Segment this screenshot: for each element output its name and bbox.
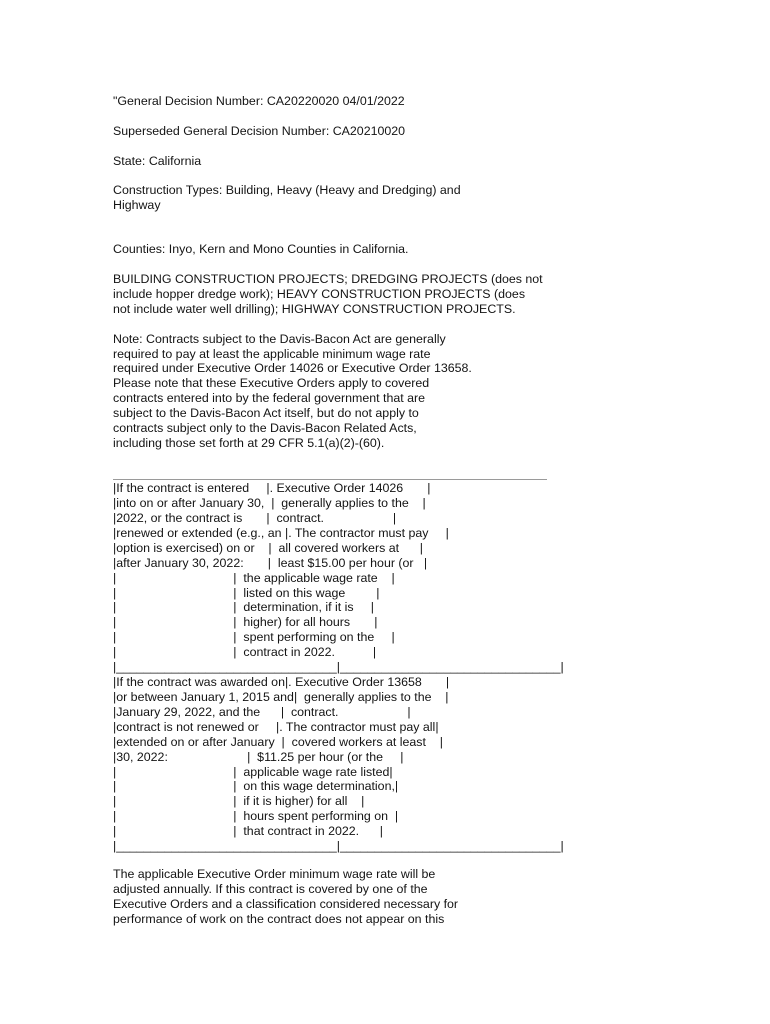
table-row: |If the contract was awarded on|. Executive Order 13658 | xyxy=(113,675,450,689)
table-row: | | if it is higher) for all | xyxy=(113,794,365,808)
table-row: | | the applicable wage rate | xyxy=(113,571,395,585)
table-row: | | applicable wage rate listed| xyxy=(113,765,393,779)
state: State: California xyxy=(113,154,202,168)
note-line-1: Note: Contracts subject to the Davis-Bacon Act are generally xyxy=(113,332,446,346)
table-row: |30, 2022: | $11.25 per hour (or the | xyxy=(113,750,404,764)
table-row: | | determination, if it is | xyxy=(113,600,374,614)
table-separator: |________________________________|________________________________| xyxy=(113,839,564,853)
closing-line-1: The applicable Executive Order minimum wage rate will be xyxy=(113,867,436,881)
table-row: |option is exercised) on or | all covered workers at | xyxy=(113,541,423,555)
table-row: |January 29, 2022, and the | contract. | xyxy=(113,705,411,719)
projects-line-3: not include water well drilling); HIGHWAY CONSTRUCTION PROJECTS. xyxy=(113,302,516,316)
table-row: |If the contract is entered |. Executive Order 14026 | xyxy=(113,481,431,495)
table-row: |2022, or the contract is | contract. | xyxy=(113,511,397,525)
closing-line-4: performance of work on the contract does not appear on this xyxy=(113,912,445,926)
note-line-4: Please note that these Executive Orders apply to covered xyxy=(113,376,430,390)
projects-line-1: BUILDING CONSTRUCTION PROJECTS; DREDGING PROJECTS (does not xyxy=(113,272,543,286)
table-row: | | on this wage determination,| xyxy=(113,779,399,793)
table-row: | | higher) for all hours | xyxy=(113,615,378,629)
note-line-6: subject to the Davis-Bacon Act itself, but do not apply to xyxy=(113,406,419,420)
construction-types-line-1: Construction Types: Building, Heavy (Heavy and Dredging) and xyxy=(113,183,461,197)
executive-order-table xyxy=(113,481,564,853)
superseded-decision-number: Superseded General Decision Number: CA20210020 xyxy=(113,124,406,138)
table-row: |extended on or after January | covered workers at least | xyxy=(113,735,443,749)
table-row: |or between January 1, 2015 and| generally applies to the | xyxy=(113,690,449,704)
projects-line-2: include hopper dredge work); HEAVY CONSTRUCTION PROJECTS (does xyxy=(113,287,526,301)
table-row: |into on or after January 30, | generally applies to the | xyxy=(113,496,426,510)
table-row: | | listed on this wage | xyxy=(113,586,380,600)
table-row: |contract is not renewed or |. The contractor must pay all| xyxy=(113,720,439,734)
closing-line-2: adjusted annually. If this contract is covered by one of the xyxy=(113,882,428,896)
note-line-2: required to pay at least the applicable minimum wage rate xyxy=(113,347,431,361)
table-row: | | spent performing on the | xyxy=(113,630,395,644)
closing-line-3: Executive Orders and a classification considered necessary for xyxy=(113,897,459,911)
counties: Counties: Inyo, Kern and Mono Counties in California. xyxy=(113,242,409,256)
table-row: |after January 30, 2022: | least $15.00 per hour (or | xyxy=(113,556,428,570)
table-row: | | contract in 2022. | xyxy=(113,645,377,659)
construction-types-line-2: Highway xyxy=(113,198,161,212)
note-line-8: including those set forth at 29 CFR 5.1(a)(2)-(60). xyxy=(113,436,385,450)
table-row: | | hours spent performing on | xyxy=(113,809,399,823)
table-separator: |________________________________|________________________________| xyxy=(113,660,564,674)
general-decision-number: "General Decision Number: CA20220020 04/01/2022 xyxy=(113,94,405,108)
note-line-7: contracts subject only to the Davis-Bacon Related Acts, xyxy=(113,421,417,435)
table-row: | | that contract in 2022. | xyxy=(113,824,383,838)
note-line-3: required under Executive Order 14026 or Executive Order 13658. xyxy=(113,361,472,375)
note-line-5: contracts entered into by the federal government that are xyxy=(113,391,426,405)
table-row: |renewed or extended (e.g., an |. The contractor must pay | xyxy=(113,526,449,540)
table-top-rule xyxy=(113,479,547,480)
